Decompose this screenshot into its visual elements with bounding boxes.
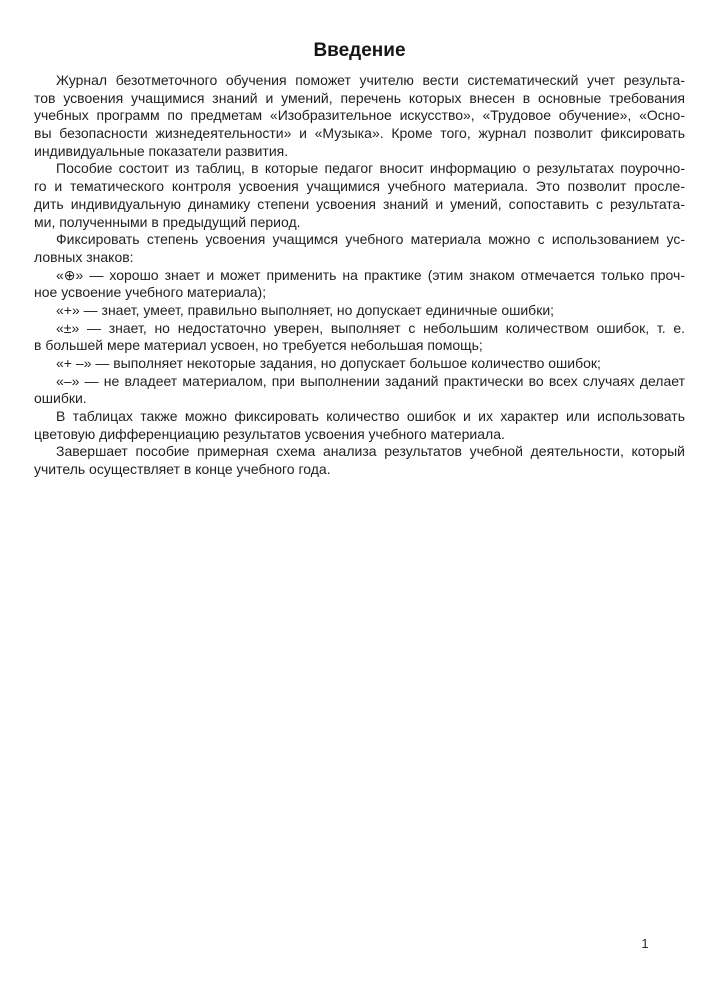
paragraph: [34, 373, 685, 408]
text-line: индивидуальные показатели развития.: [34, 142, 289, 159]
text-line: учитель осуществляет в конце учебного года.: [34, 461, 331, 478]
text-line: ошибки.: [34, 390, 87, 407]
text-line: ми, полученными в предыдущий период.: [34, 213, 301, 230]
text-line: «+» — знает, умеет, правильно выполняет, но допускает единичные ошибки;: [56, 301, 555, 318]
page-number: 1: [641, 936, 649, 951]
text-line: учебных программ по предметам «Изобразительное искусство», «Трудовое обучение», «Осно-: [34, 107, 685, 124]
text-line: «–» — не владеет материалом, при выполнении заданий практически во всех случаях делает: [56, 372, 685, 389]
text-line: дить индивидуальную динамику степени усвоения знаний и умений, сопоставить с результата-: [34, 195, 685, 212]
text-line: В таблицах также можно фиксировать количество ошибок и их характер или использовать: [56, 408, 685, 425]
paragraph: [34, 72, 685, 160]
text-line: Журнал безотметочного обучения поможет учителю вести систематический учет результа-: [56, 72, 685, 88]
page-title: Введение: [313, 40, 406, 61]
text-line: «+ –» — выполняет некоторые задания, но допускает большое количество ошибок;: [56, 355, 601, 371]
text-line: в большей мере материал усвоен, но требуется небольшая помощь;: [34, 337, 483, 354]
paragraph: [34, 267, 685, 302]
text-line: Пособие состоит из таблиц, в которые педагог вносит информацию о результатах поурочно-: [56, 160, 685, 177]
text-line: Завершает пособие примерная схема анализа результатов учебной деятельности, который: [56, 443, 685, 460]
paragraph: [34, 231, 685, 266]
text-line: «⊕» — хорошо знает и может применить на практике (этим знаком отмечается только проч-: [56, 266, 685, 283]
paragraph: [34, 408, 685, 443]
text-line: цветовую дифференциацию результатов усвоения учебного материала.: [34, 425, 505, 442]
paragraph: [34, 160, 685, 231]
text-line: вы безопасности жизнедеятельности» и «Музыка». Кроме того, журнал позволит фиксировать: [34, 125, 685, 142]
text-line: тов усвоения учащимися знаний и умений, перечень которых внесен в основные требования: [34, 89, 685, 106]
paragraph: [34, 443, 685, 478]
text-line: Фиксировать степень усвоения учащимся учебного материала можно с использованием ус-: [56, 231, 685, 248]
text-block: [34, 40, 685, 479]
text-line: ное усвоение учебного материала);: [34, 284, 267, 301]
paragraph: [34, 355, 685, 373]
text-line: «±» — знает, но недостаточно уверен, выполняет с небольшим количеством ошибок, т. е.: [56, 319, 685, 336]
text-line: ловных знаков:: [34, 248, 134, 265]
paragraph: [34, 302, 685, 320]
paragraph: [34, 320, 685, 355]
text-line: го и тематического контроля усвоения учащимися учебного материала. Это позволит просле-: [34, 178, 685, 195]
